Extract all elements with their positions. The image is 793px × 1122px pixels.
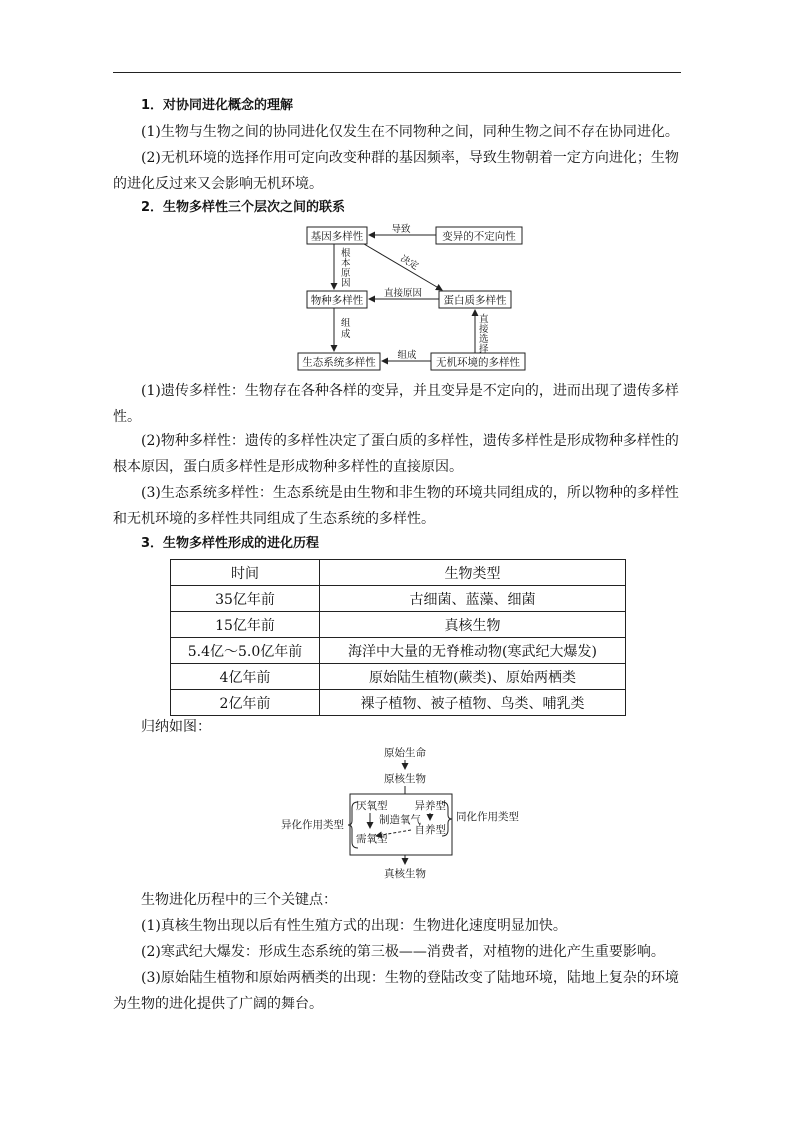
evolution-flow-diagram — [270, 740, 560, 882]
table-header-type: 生物类型 — [320, 560, 626, 586]
svg-text:因: 因 — [341, 278, 351, 289]
header-rule — [113, 72, 681, 73]
environment-diversity-label: 无机环境的多样性 — [436, 356, 520, 369]
anaerobic-label: 厌氧型 — [356, 800, 388, 812]
origin-of-life-label: 原始生命 — [384, 747, 426, 759]
table-cell-type: 原始陆生植物(蕨类)、原始两栖类 — [320, 664, 626, 690]
table-row — [171, 612, 626, 638]
svg-text:接: 接 — [479, 324, 489, 335]
variation-label: 变异的不定向性 — [442, 230, 516, 243]
arrow-gene-to-protein — [364, 244, 442, 290]
label-cause: 导致 — [391, 224, 411, 235]
protein-diversity-label: 蛋白质多样性 — [443, 294, 507, 307]
section-1-paragraph-2: (2)无机环境的选择作用可定向改变种群的基因频率，导致生物朝着一定方向进化；生物的进化反过来又会影响无机环境。 — [113, 150, 679, 192]
table-cell-time: 35亿年前 — [171, 586, 320, 612]
biodiversity-relation-diagram — [290, 222, 540, 374]
table-cell-time: 15亿年前 — [171, 612, 320, 638]
key-point-2: (2)寒武纪大爆发：形成生态系统的第三极——消费者，对植物的进化产生重要影响。 — [141, 944, 665, 960]
svg-text:成: 成 — [341, 329, 351, 340]
summary-label: 归纳如图： — [141, 719, 211, 735]
table-header-row — [171, 560, 626, 586]
table-cell-time: 5.4亿～5.0亿年前 — [171, 638, 320, 664]
key-point-1: (1)真核生物出现以后有性生殖方式的出现：生物进化速度明显加快。 — [141, 918, 567, 934]
svg-text:原: 原 — [341, 268, 351, 279]
oxygen-label: 制造氧气 — [379, 814, 421, 826]
section-2-heading: 2．生物多样性三个层次之间的联系 — [141, 200, 346, 215]
table-cell-type: 海洋中大量的无脊椎动物(寒武纪大爆发) — [320, 638, 626, 664]
section-2-paragraph-1: (1)遗传多样性：生物存在各种各样的变异，并且变异是不定向的，进而出现了遗传多样性。 — [113, 383, 679, 425]
species-diversity-label: 物种多样性 — [310, 294, 364, 307]
anabolism-type-label: 同化作用类型 — [456, 811, 519, 823]
table-header-time: 时间 — [171, 560, 320, 586]
key-point-3: (3)原始陆生植物和原始两栖类的出现：生物的登陆改变了陆地环境，陆地上复杂的环境为生物的进化提供了广阔的舞台。 — [113, 970, 679, 1012]
svg-text:本: 本 — [341, 258, 351, 269]
label-direct-cause: 直接原因 — [383, 288, 423, 299]
key-points-title: 生物进化历程中的三个关键点： — [141, 892, 337, 908]
table-cell-time: 4亿年前 — [171, 664, 320, 690]
table-cell-type: 真核生物 — [320, 612, 626, 638]
section-2-paragraph-2: (2)物种多样性：遗传的多样性决定了蛋白质的多样性，遗传多样性是形成物种多样性的根本原因，蛋白质多样性是形成物种多样性的直接原因。 — [113, 433, 679, 475]
table-cell-time: 2亿年前 — [171, 690, 320, 716]
svg-text:择: 择 — [479, 344, 489, 355]
section-2-paragraph-3: (3)生态系统多样性：生态系统是由生物和非生物的环境共同组成的，所以物种的多样性和无机环境的多样性共同组成了生态系统的多样性。 — [113, 485, 679, 527]
section-1-paragraph-1: (1)生物与生物之间的协同进化仅发生在不同物种之间，同种生物之间不存在协同进化。 — [141, 124, 679, 140]
svg-text:选: 选 — [479, 334, 489, 345]
table-row — [171, 664, 626, 690]
table-row — [171, 690, 626, 716]
svg-text:根: 根 — [341, 248, 351, 259]
evolution-table — [170, 559, 626, 716]
table-row — [171, 638, 626, 664]
label-decide: 决定 — [398, 253, 421, 273]
label-direct-selection — [479, 313, 489, 355]
label-compose-vertical — [341, 318, 351, 340]
table-row — [171, 586, 626, 612]
autotroph-label: 自养型 — [414, 824, 446, 836]
gene-diversity-label: 基因多样性 — [310, 230, 364, 243]
svg-text:直: 直 — [479, 314, 489, 325]
section-1-heading: 1．对协同进化概念的理解 — [141, 98, 294, 113]
aerobic-label: 需氧型 — [356, 833, 388, 845]
prokaryote-label: 原核生物 — [384, 773, 426, 785]
table-cell-type: 裸子植物、被子植物、鸟类、哺乳类 — [320, 690, 626, 716]
label-compose-horizontal: 组成 — [397, 350, 417, 361]
section-3-heading: 3．生物多样性形成的进化历程 — [141, 536, 320, 551]
table-cell-type: 古细菌、蓝藻、细菌 — [320, 586, 626, 612]
svg-text:组: 组 — [341, 318, 351, 329]
ecosystem-diversity-label: 生态系统多样性 — [302, 356, 376, 369]
heterotroph-label: 异养型 — [414, 800, 446, 812]
catabolism-type-label: 异化作用类型 — [281, 819, 344, 831]
label-root-cause — [341, 247, 351, 289]
eukaryote-label: 真核生物 — [384, 868, 426, 880]
